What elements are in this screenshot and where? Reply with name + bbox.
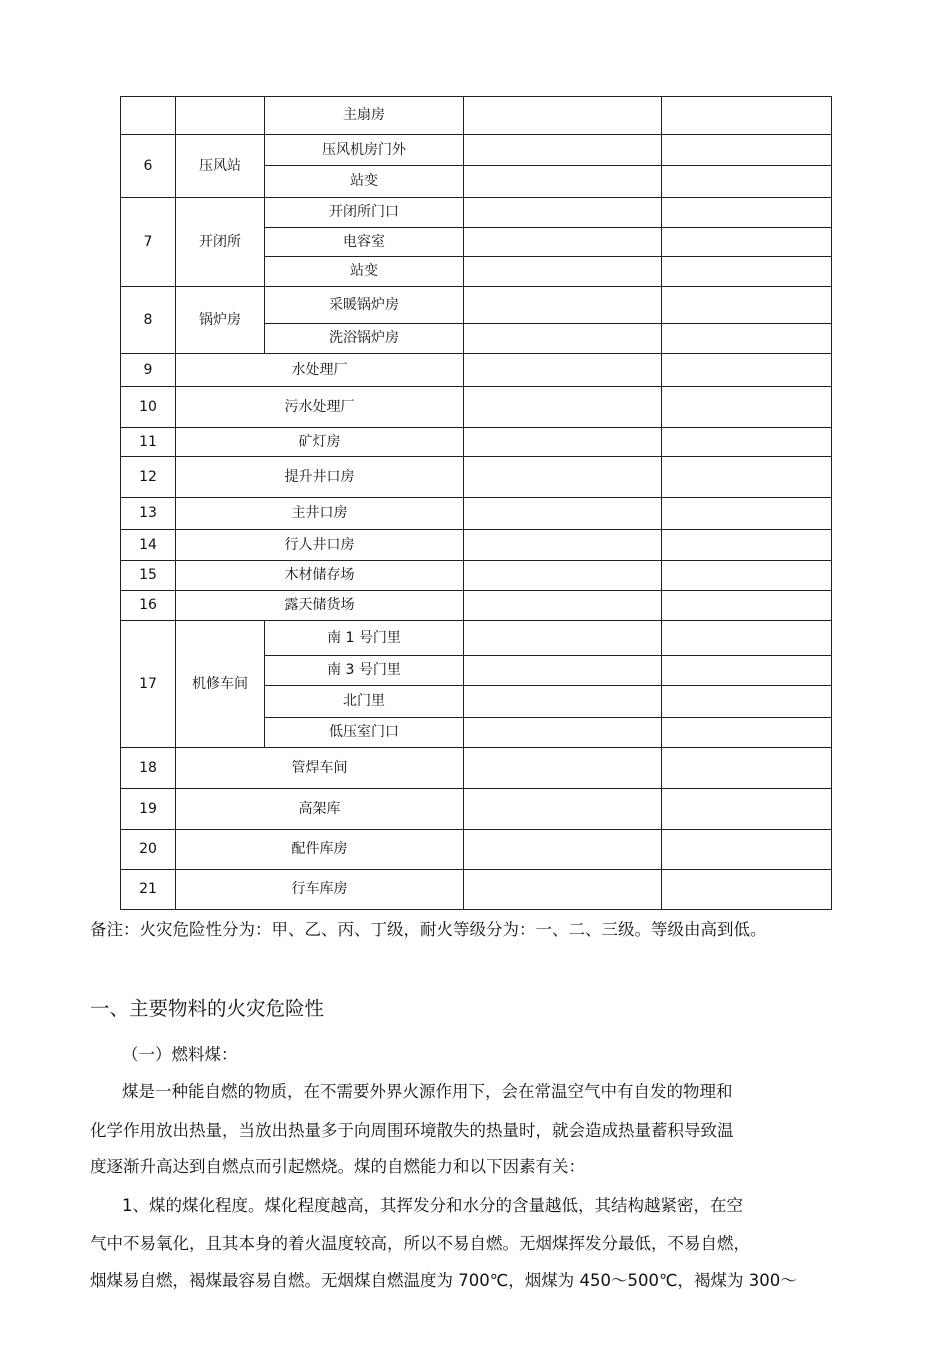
fire-rating-cell <box>662 354 832 387</box>
hazard-class-cell <box>464 748 662 789</box>
body-paragraph-line: 度逐渐升高达到自燃点而引起燃烧。煤的自燃能力和以下因素有关： <box>90 1157 585 1176</box>
fire-rating-cell <box>662 789 832 830</box>
body-paragraph-line: 煤是一种能自燃的物质，在不需要外界火源作用下，会在常温空气中有自发的物理和 <box>122 1082 733 1101</box>
table-row <box>121 591 832 621</box>
table-row <box>121 387 832 428</box>
table-row <box>121 748 832 789</box>
fire-rating-cell <box>662 387 832 428</box>
hazard-class-cell <box>464 97 662 135</box>
row-number: 7 <box>121 198 176 287</box>
fire-rating-cell <box>662 561 832 591</box>
location-name: 南 3 号门里 <box>265 656 464 686</box>
group-name <box>176 97 265 135</box>
location-name: 洗浴锅炉房 <box>265 324 464 354</box>
section-heading: 一、主要物料的火灾危险性 <box>90 997 325 1020</box>
row-number: 11 <box>121 428 176 457</box>
location-name: 低压室门口 <box>265 718 464 748</box>
row-number: 15 <box>121 561 176 591</box>
location-name: 木材储存场 <box>176 561 464 591</box>
table-row <box>121 530 832 561</box>
table-row <box>121 789 832 830</box>
fire-rating-cell <box>662 498 832 530</box>
group-name: 开闭所 <box>176 198 265 287</box>
fire-rating-cell <box>662 166 832 198</box>
fire-rating-cell <box>662 530 832 561</box>
table-row <box>121 870 832 910</box>
hazard-class-cell <box>464 228 662 257</box>
location-name: 高架库 <box>176 789 464 830</box>
row-number: 20 <box>121 830 176 870</box>
group-name: 机修车间 <box>176 621 265 748</box>
row-number: 10 <box>121 387 176 428</box>
table-row <box>121 428 832 457</box>
group-name: 锅炉房 <box>176 287 265 354</box>
row-number <box>121 97 176 135</box>
table-note: 备注：火灾危险性分为：甲、乙、丙、丁级，耐火等级分为：一、二、三级。等级由高到低。 <box>90 920 767 939</box>
fire-rating-cell <box>662 97 832 135</box>
location-name: 行车库房 <box>176 870 464 910</box>
table-row <box>121 354 832 387</box>
row-number: 12 <box>121 457 176 498</box>
location-name: 站变 <box>265 257 464 287</box>
hazard-class-cell <box>464 686 662 718</box>
location-name: 站变 <box>265 166 464 198</box>
table-row <box>121 561 832 591</box>
location-name: 提升井口房 <box>176 457 464 498</box>
row-number: 13 <box>121 498 176 530</box>
location-name: 主井口房 <box>176 498 464 530</box>
location-name: 行人井口房 <box>176 530 464 561</box>
fire-rating-cell <box>662 870 832 910</box>
location-name: 管焊车间 <box>176 748 464 789</box>
table-row <box>121 135 832 166</box>
fire-rating-cell <box>662 135 832 166</box>
location-name: 污水处理厂 <box>176 387 464 428</box>
hazard-class-cell <box>464 498 662 530</box>
hazard-class-cell <box>464 135 662 166</box>
hazard-class-cell <box>464 789 662 830</box>
hazard-class-cell <box>464 166 662 198</box>
location-name: 压风机房门外 <box>265 135 464 166</box>
hazard-class-cell <box>464 561 662 591</box>
hazard-class-cell <box>464 257 662 287</box>
location-name: 北门里 <box>265 686 464 718</box>
fire-rating-cell <box>662 198 832 228</box>
hazard-class-cell <box>464 621 662 656</box>
fire-hazard-table <box>120 96 832 910</box>
table-row <box>121 198 832 228</box>
fire-rating-cell <box>662 228 832 257</box>
fire-rating-cell <box>662 748 832 789</box>
location-name: 南 1 号门里 <box>265 621 464 656</box>
hazard-class-cell <box>464 718 662 748</box>
table-row <box>121 498 832 530</box>
body-paragraph-line: 气中不易氧化，且其本身的着火温度较高，所以不易自燃。无烟煤挥发分最低，不易自燃， <box>90 1234 750 1253</box>
fire-rating-cell <box>662 718 832 748</box>
table-row <box>121 97 832 135</box>
location-name: 水处理厂 <box>176 354 464 387</box>
table-row <box>121 830 832 870</box>
row-number: 21 <box>121 870 176 910</box>
location-name: 开闭所门口 <box>265 198 464 228</box>
hazard-class-cell <box>464 530 662 561</box>
row-number: 17 <box>121 621 176 748</box>
row-number: 6 <box>121 135 176 198</box>
fire-rating-cell <box>662 591 832 621</box>
body-paragraph-line: 化学作用放出热量，当放出热量多于向周围环境散失的热量时，就会造成热量蓄积导致温 <box>90 1121 734 1140</box>
fire-rating-cell <box>662 428 832 457</box>
location-name: 配件库房 <box>176 830 464 870</box>
row-number: 14 <box>121 530 176 561</box>
location-name: 电容室 <box>265 228 464 257</box>
hazard-class-cell <box>464 656 662 686</box>
hazard-class-cell <box>464 870 662 910</box>
hazard-class-cell <box>464 457 662 498</box>
group-name: 压风站 <box>176 135 265 198</box>
location-name: 矿灯房 <box>176 428 464 457</box>
table-row <box>121 621 832 656</box>
fire-rating-cell <box>662 457 832 498</box>
location-name: 露天储货场 <box>176 591 464 621</box>
row-number: 16 <box>121 591 176 621</box>
location-name: 主扇房 <box>265 97 464 135</box>
hazard-class-cell <box>464 428 662 457</box>
fire-rating-cell <box>662 257 832 287</box>
fire-rating-cell <box>662 621 832 656</box>
hazard-class-cell <box>464 830 662 870</box>
row-number: 8 <box>121 287 176 354</box>
body-paragraph-line: 烟煤易自燃，褐煤最容易自燃。无烟煤自燃温度为 700℃，烟煤为 450～500℃，褐煤为 300～ <box>90 1271 797 1290</box>
subsection-heading: （一）燃料煤： <box>122 1045 238 1064</box>
body-paragraph-line: 1、煤的煤化程度。煤化程度越高，其挥发分和水分的含量越低，其结构越紧密，在空 <box>122 1196 743 1215</box>
fire-rating-cell <box>662 830 832 870</box>
table-row <box>121 287 832 324</box>
hazard-class-cell <box>464 198 662 228</box>
fire-rating-cell <box>662 287 832 324</box>
fire-rating-cell <box>662 324 832 354</box>
hazard-class-cell <box>464 591 662 621</box>
fire-rating-cell <box>662 656 832 686</box>
hazard-class-cell <box>464 287 662 324</box>
row-number: 9 <box>121 354 176 387</box>
row-number: 18 <box>121 748 176 789</box>
table-row <box>121 457 832 498</box>
location-name: 采暖锅炉房 <box>265 287 464 324</box>
hazard-class-cell <box>464 387 662 428</box>
hazard-class-cell <box>464 324 662 354</box>
row-number: 19 <box>121 789 176 830</box>
hazard-class-cell <box>464 354 662 387</box>
fire-rating-cell <box>662 686 832 718</box>
